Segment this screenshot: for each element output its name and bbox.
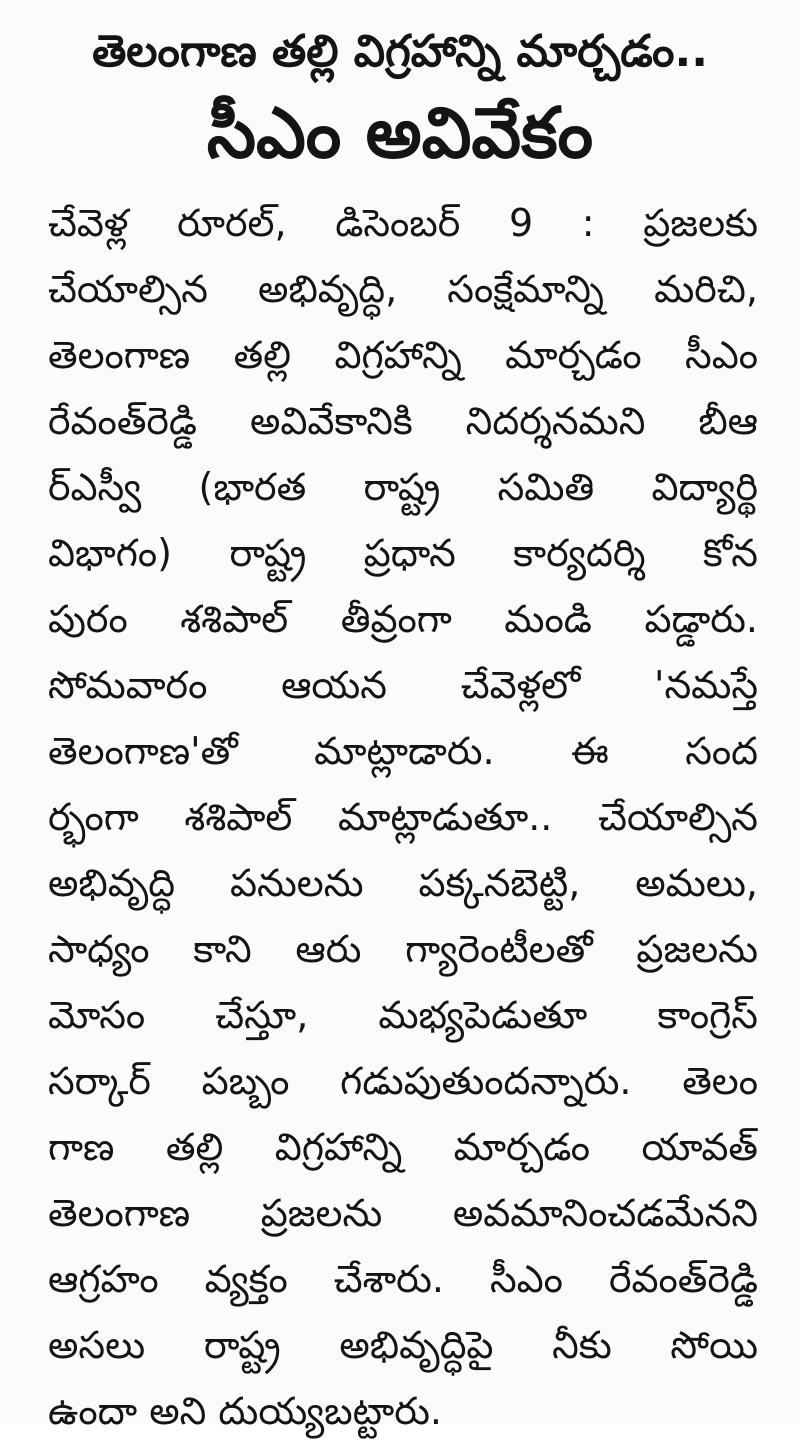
body-line: మోసం చేస్తూ, మభ్యపెడుతూ కాంగ్రెస్ (48, 993, 758, 1037)
body-line: గాణ తల్లి విగ్రహాన్ని మార్చడం యావత్ (48, 1125, 758, 1169)
body-line: అభివృద్ధి పనులను పక్కనబెట్టి, అమలు, (48, 861, 758, 905)
main-headline: సీఎం అవివేకం (206, 92, 594, 174)
kicker-headline: తెలంగాణ తల్లి విగ్రహాన్ని మార్చడం.. (92, 26, 708, 77)
body-line: చేయాల్సిన అభివృద్ధి, సంక్షేమాన్ని మరిచి, (48, 267, 758, 311)
body-line: ర్‌ఎస్వీ (భారత రాష్ట్ర సమితి విద్యార్థి (48, 465, 758, 509)
body-line: సర్కార్ పబ్బం గడుపుతుందన్నారు. తెలం (48, 1059, 758, 1103)
body-line: ఆగ్రహం వ్యక్తం చేశారు. సీఎం రేవంత్‌రెడ్డి (48, 1257, 758, 1301)
body-line: తెలంగాణ ప్రజలను అవమానించడమేనని (48, 1191, 758, 1235)
body-line: ఉందా అని దుయ్యబట్టారు. (48, 1389, 442, 1433)
body-line: చేవెళ్ల రూరల్, డిసెంబర్ 9 : ప్రజలకు (48, 201, 758, 245)
article-body (48, 190, 758, 1444)
body-line: తెలంగాణ'తో మాట్లాడారు. ఈ సంద (48, 729, 758, 773)
body-line: రేవంత్‌రెడ్డి అవివేకానికి నిదర్శనమని బీఆ (48, 399, 758, 443)
body-line: అసలు రాష్ట్ర అభివృద్ధిపై నీకు సోయి (48, 1323, 758, 1367)
body-line: విభాగం) రాష్ట్ర ప్రధాన కార్యదర్శి కోన (48, 531, 758, 575)
body-line: తెలంగాణ తల్లి విగ్రహాన్ని మార్చడం సీఎం (48, 333, 758, 377)
body-line: పురం శశిపాల్ తీవ్రంగా మండి పడ్డారు. (48, 597, 758, 641)
body-line: ర్భంగా శశిపాల్ మాట్లాడుతూ.. చేయాల్సిన (48, 795, 758, 839)
body-line: సాధ్యం కాని ఆరు గ్యారెంటీలతో ప్రజలను (48, 927, 758, 971)
body-line: సోమవారం ఆయన చేవెళ్లలో 'నమస్తే (48, 663, 758, 707)
